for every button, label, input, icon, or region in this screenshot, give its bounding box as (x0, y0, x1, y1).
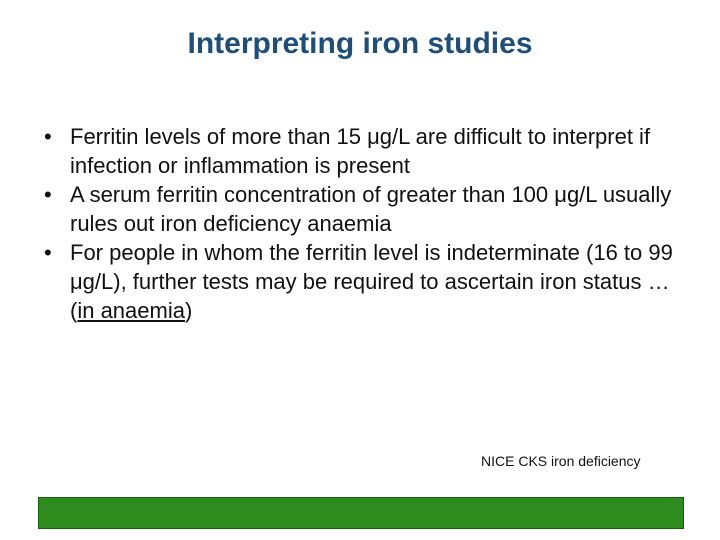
footer-bar (38, 497, 684, 529)
in-anaemia-link[interactable]: in anaemia (77, 298, 185, 323)
bullet-text: Ferritin levels of more than 15 μg/L are difficult to interpret if infection or inflammation is present (70, 124, 651, 178)
bullet-list (44, 122, 684, 325)
bullet-text-after-link: ) (184, 298, 193, 323)
source-citation: NICE CKS iron deficiency (481, 453, 641, 469)
bullet-marker: • (44, 240, 52, 265)
slide-title: Interpreting iron studies (187, 27, 533, 60)
bullet-marker: • (44, 182, 52, 207)
bullet-text: A serum ferritin concentration of greater than 100 μg/L usually rules out iron deficiency anaemia (70, 182, 672, 236)
bullet-marker: • (44, 124, 52, 149)
bullet-item (44, 180, 684, 238)
bullet-item (44, 122, 684, 180)
bullet-text-before-link: For people in whom the ferritin level is indeterminate (16 to 99 μg/L), further tests may be required to ascertain iron status … ( (70, 240, 673, 323)
bullet-item (44, 238, 684, 325)
